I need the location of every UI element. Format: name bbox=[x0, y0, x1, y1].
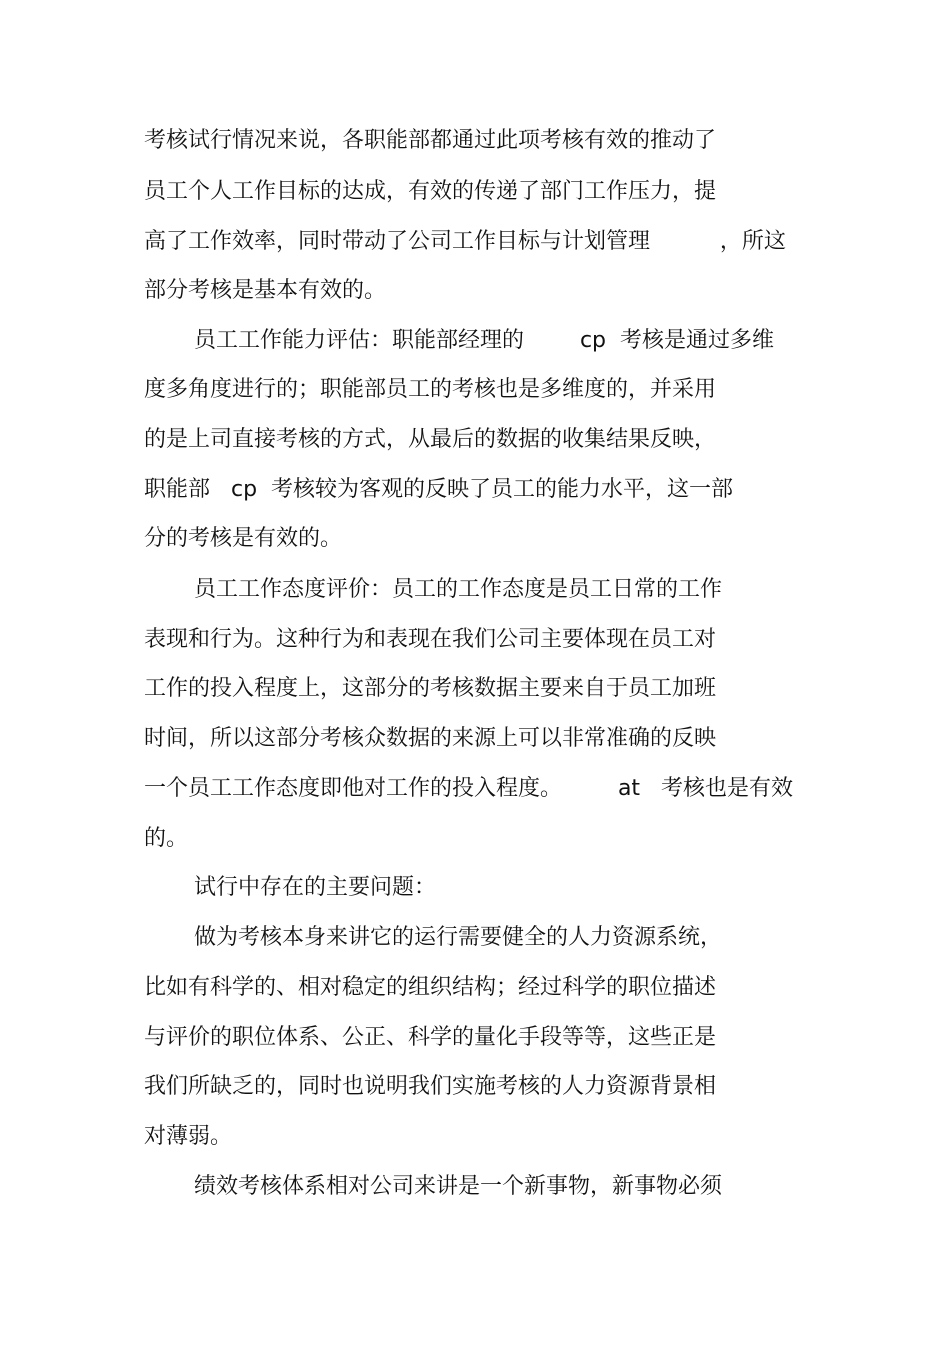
text-line: 考核试行情况来说，各职能部都通过此项考核有效的推动了 bbox=[144, 128, 717, 153]
text-line: 比如有科学的、相对稳定的组织结构；经过科学的职位描述 bbox=[144, 975, 717, 1000]
text-line: 表现和行为。这种行为和表现在我们公司主要体现在员工对 bbox=[144, 627, 717, 652]
text-line: 时间，所以这部分考核众数据的来源上可以非常准确的反映 bbox=[144, 726, 717, 751]
text-line: 对薄弱。 bbox=[144, 1124, 233, 1149]
text-line: 工作的投入程度上，这部分的考核数据主要来自于员工加班 bbox=[144, 676, 717, 701]
text-line: 员工个人工作目标的达成，有效的传递了部门工作压力，提 bbox=[144, 179, 717, 204]
text-line: 的。 bbox=[144, 826, 189, 851]
text-line: 与评价的职位体系、公正、科学的量化手段等等，这些正是 bbox=[144, 1025, 717, 1050]
paragraph-start-line: 做为考核本身来讲它的运行需要健全的人力资源系统， bbox=[194, 925, 723, 950]
paragraph-start-line: 员工工作态度评价：员工的工作态度是员工日常的工作 bbox=[194, 577, 723, 602]
text-line: 分的考核是有效的。 bbox=[144, 526, 343, 551]
text-line: 部分考核是基本有效的。 bbox=[144, 278, 387, 303]
text-line: 的是上司直接考核的方式，从最后的数据的收集结果反映， bbox=[144, 427, 717, 452]
text-line: 职能部 cp 考核较为客观的反映了员工的能力水平，这一部 bbox=[144, 477, 734, 502]
paragraph-start-line: 员工工作能力评估：职能部经理的 cp 考核是通过多维 bbox=[194, 328, 774, 353]
text-line: 一个员工工作态度即他对工作的投入程度。 at 考核也是有效 bbox=[144, 776, 794, 801]
text-line: 高了工作效率，同时带动了公司工作目标与计划管理 ，所这 bbox=[144, 229, 786, 254]
text-line: 度多角度进行的；职能部员工的考核也是多维度的，并采用 bbox=[144, 377, 717, 402]
text-line: 我们所缺乏的，同时也说明我们实施考核的人力资源背景相 bbox=[144, 1074, 717, 1099]
section-heading: 试行中存在的主要问题： bbox=[194, 875, 437, 900]
paragraph-start-line: 绩效考核体系相对公司来讲是一个新事物，新事物必须 bbox=[194, 1174, 723, 1199]
